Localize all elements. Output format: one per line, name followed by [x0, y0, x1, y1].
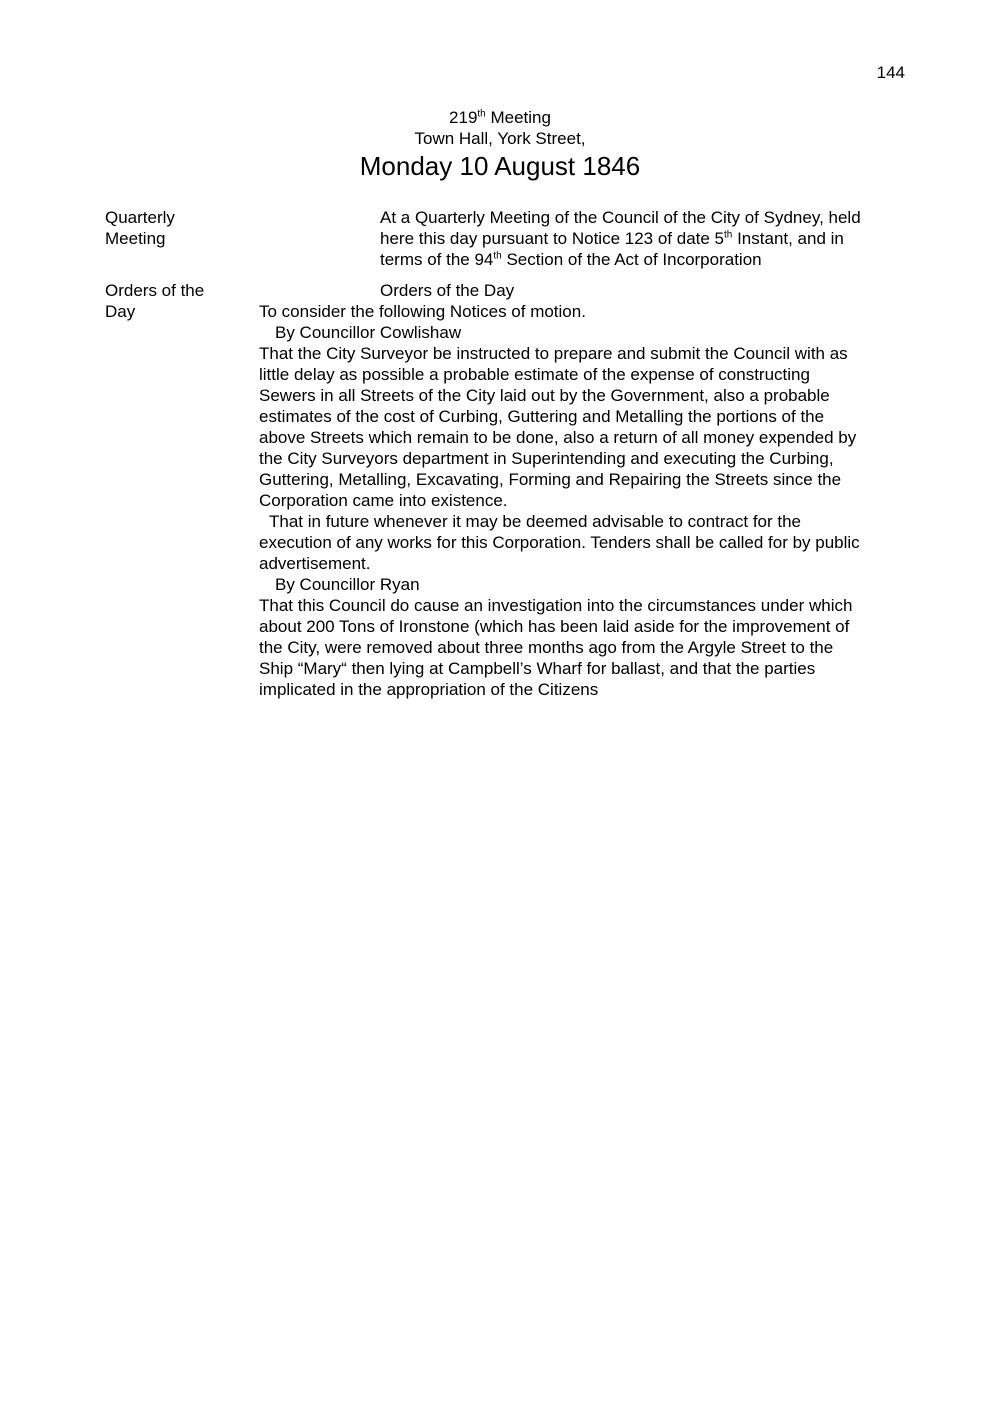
- page-number: 144: [876, 63, 905, 82]
- margin-note-line: Quarterly: [105, 208, 175, 227]
- meeting-number-value: 219: [449, 108, 478, 127]
- motion-line: Corporation came into existence.: [259, 491, 508, 510]
- meeting-number-suffix: th: [477, 108, 486, 120]
- margin-note-line: Meeting: [105, 229, 166, 248]
- motion-line: the City Surveyors department in Superintending and executing the Curbing,: [259, 449, 834, 468]
- motion-line: That in future whenever it may be deemed advisable to contract for the: [269, 512, 802, 531]
- motion-line: above Streets which remain to be done, also a return of all money expended by: [259, 428, 857, 447]
- meeting-word: Meeting: [485, 108, 551, 127]
- motion-line: Guttering, Metalling, Excavating, Forming and Repairing the Streets since the: [259, 470, 842, 489]
- motion-line: implicated in the appropriation of the Citizens: [259, 680, 599, 699]
- mover-ryan: By Councillor Ryan: [275, 575, 420, 594]
- mover-cowlishaw: By Councillor Cowlishaw: [275, 323, 462, 342]
- margin-note-line: Orders of the: [105, 281, 205, 300]
- orders-heading: Orders of the Day: [380, 281, 515, 300]
- motion-line: That this Council do cause an investigation into the circumstances under which: [259, 596, 853, 615]
- paragraph-text: here this day pursuant to Notice 123 of date 5: [380, 229, 725, 248]
- orders-intro: To consider the following Notices of motion.: [259, 302, 586, 321]
- ordinal-suffix: th: [724, 229, 733, 241]
- paragraph-line: [380, 249, 920, 270]
- motion-line: That the City Surveyor be instructed to prepare and submit the Council with as: [259, 344, 848, 363]
- motion-ironstone-investigation: [259, 595, 919, 700]
- paragraph-line: [380, 228, 920, 249]
- motion-line: about 200 Tons of Ironstone (which has been laid aside for the improvement of: [259, 617, 850, 636]
- motion-tenders: [259, 511, 919, 574]
- margin-note-line: Day: [105, 302, 136, 321]
- motion-line: Ship “Mary“ then lying at Campbell’s Wharf for ballast, and that the parties: [259, 659, 816, 678]
- motion-line: estimates of the cost of Curbing, Guttering and Metalling the portions of the: [259, 407, 825, 426]
- ordinal-suffix: th: [493, 250, 502, 262]
- paragraph-line: At a Quarterly Meeting of the Council of the City of Sydney, held: [380, 208, 861, 227]
- paragraph-text: terms of the 94: [380, 250, 494, 269]
- motion-surveyor-estimate: [259, 343, 919, 511]
- paragraph-text: Section of the Act of Incorporation: [501, 250, 762, 269]
- paragraph-text: Instant, and in: [732, 229, 844, 248]
- meeting-location: Town Hall, York Street,: [414, 129, 586, 148]
- margin-note-quarterly: [105, 207, 245, 249]
- motion-line: little delay as possible a probable estimate of the expense of constructing: [259, 365, 810, 384]
- motion-line: advertisement.: [259, 554, 371, 573]
- meeting-date: Monday 10 August 1846: [359, 151, 641, 181]
- motion-line: the City, were removed about three months ago from the Argyle Street to the: [259, 638, 834, 657]
- orders-body: [259, 301, 919, 700]
- motion-line: execution of any works for this Corporation. Tenders shall be called for by public: [259, 533, 860, 552]
- meeting-number: [0, 107, 1000, 128]
- motion-line: Sewers in all Streets of the City laid out by the Government, also a probable: [259, 386, 830, 405]
- quarterly-paragraph: [380, 207, 920, 270]
- margin-note-orders: [105, 280, 245, 322]
